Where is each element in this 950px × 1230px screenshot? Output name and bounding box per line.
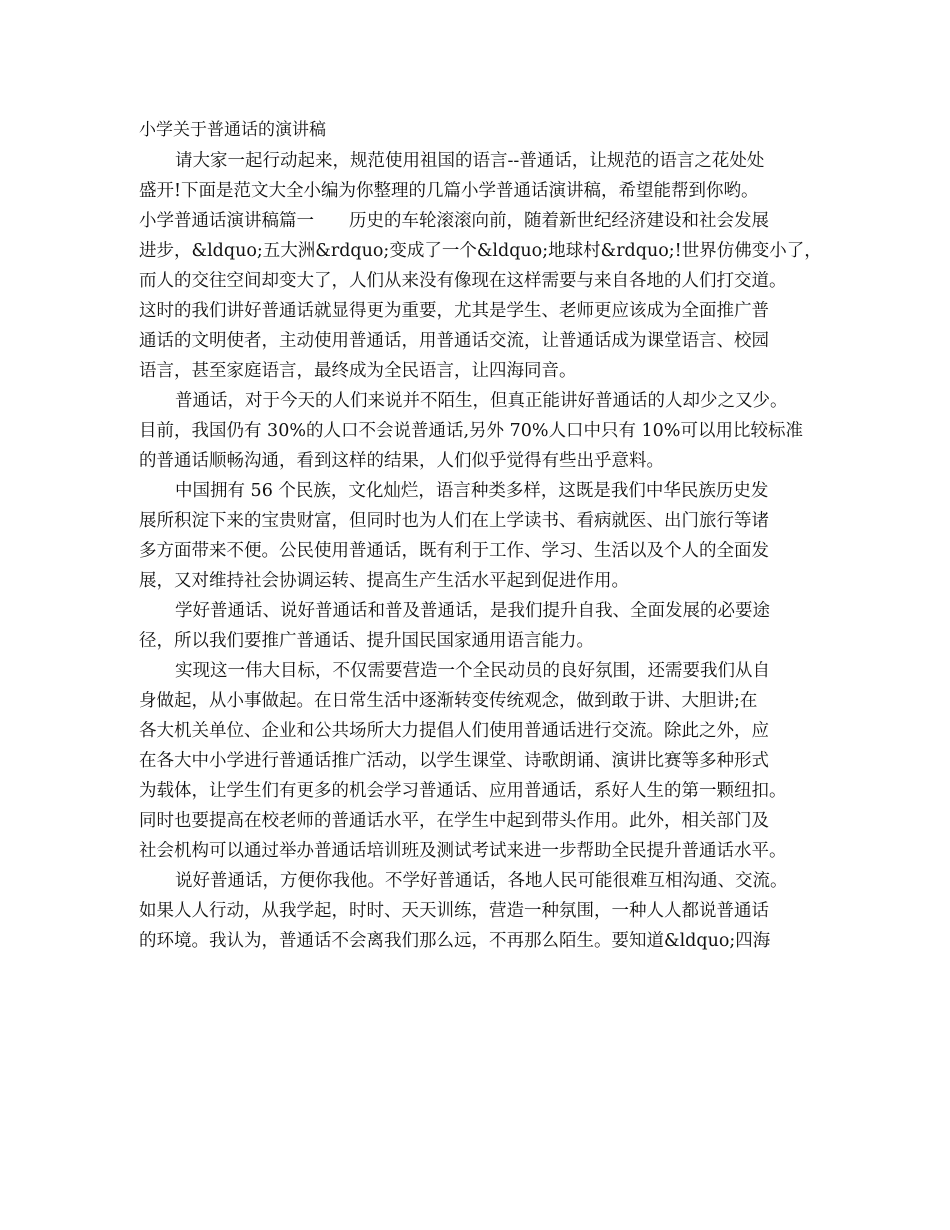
paragraph-line: 说好普通话，方便你我他。不学好普通话，各地人民可能很难互相沟通、交流。 bbox=[175, 871, 788, 891]
paragraph-line: 盛开!下面是范文大全小编为你整理的几篇小学普通话演讲稿，希望能帮到你哟。 bbox=[139, 181, 759, 201]
paragraph-line: 展所积淀下来的宝贵财富，但同时也为人们在上学读书、看病就医、出门旅行等诸 bbox=[139, 511, 769, 531]
paragraph-line: 学好普通话、说好普通话和普及普通话，是我们提升自我、全面发展的必要途 bbox=[175, 601, 770, 621]
paragraph-line: 进步，&ldquo;五大洲&rdquo;变成了一个&ldquo;地球村&rdquo;!世界仿佛变小了， bbox=[139, 241, 822, 261]
paragraph-line: 如果人人行动，从我学起，时时、天天训练，营造一种氛围，一种人人都说普通话 bbox=[139, 901, 769, 921]
paragraph-line: 多方面带来不便。公民使用普通话，既有利于工作、学习、生活以及个人的全面发 bbox=[139, 541, 769, 561]
paragraph-line: 身做起，从小事做起。在日常生活中逐渐转变传统观念，做到敢于讲、大胆讲;在 bbox=[139, 691, 758, 711]
paragraph-line: 小学普通话演讲稿篇一 历史的车轮滚滚向前，随着新世纪经济建设和社会发展 bbox=[139, 211, 769, 231]
paragraph-line: 各大机关单位、企业和公共场所大力提倡人们使用普通话进行交流。除此之外，应 bbox=[139, 721, 769, 741]
paragraph-line: 这时的我们讲好普通话就显得更为重要，尤其是学生、老师更应该成为全面推广普 bbox=[139, 301, 769, 321]
paragraph-line: 展，又对维持社会协调运转、提高生产生活水平起到促进作用。 bbox=[139, 571, 629, 591]
paragraph-line: 请大家一起行动起来，规范使用祖国的语言--普通话，让规范的语言之花处处 bbox=[175, 151, 765, 171]
paragraph-line: 的环境。我认为，普通话不会离我们那么远，不再那么陌生。要知道&ldquo;四海 bbox=[139, 931, 771, 951]
paragraph-line: 的普通话顺畅沟通，看到这样的结果，人们似乎觉得有些出乎意料。 bbox=[139, 451, 664, 471]
document-title: 小学关于普通话的演讲稿 bbox=[139, 120, 326, 140]
paragraph-line: 而人的交往空间却变大了，人们从来没有像现在这样需要与来自各地的人们打交道。 bbox=[139, 271, 787, 291]
paragraph-line: 为载体，让学生们有更多的机会学习普通话、应用普通话，系好人生的第一颗纽扣。 bbox=[139, 781, 787, 801]
paragraph-line: 社会机构可以通过举办普通话培训班及测试考试来进一步帮助全民提升普通话水平。 bbox=[139, 841, 787, 861]
paragraph-line: 目前，我国仍有 30%的人口不会说普通话,另外 70%人口中只有 10%可以用比较标准 bbox=[139, 421, 803, 441]
paragraph-line: 通话的文明使者，主动使用普通话，用普通话交流，让普通话成为课堂语言、校园 bbox=[139, 331, 769, 351]
paragraph-line: 在各大中小学进行普通话推广活动，以学生课堂、诗歌朗诵、演讲比赛等多种形式 bbox=[139, 751, 769, 771]
paragraph-line: 径，所以我们要推广普通话、提升国民国家通用语言能力。 bbox=[139, 631, 594, 651]
paragraph-line: 实现这一伟大目标，不仅需要营造一个全民动员的良好氛围，还需要我们从自 bbox=[175, 661, 770, 681]
document-body bbox=[139, 118, 823, 956]
paragraph-line: 语言，甚至家庭语言，最终成为全民语言，让四海同音。 bbox=[139, 361, 577, 381]
paragraph-line: 普通话，对于今天的人们来说并不陌生，但真正能讲好普通话的人却少之又少。 bbox=[175, 391, 788, 411]
paragraph-line: 中国拥有 56 个民族，文化灿烂，语言种类多样，这既是我们中华民族历史发 bbox=[175, 481, 769, 501]
paragraph-line: 同时也要提高在校老师的普通话水平，在学生中起到带头作用。此外，相关部门及 bbox=[139, 811, 769, 831]
